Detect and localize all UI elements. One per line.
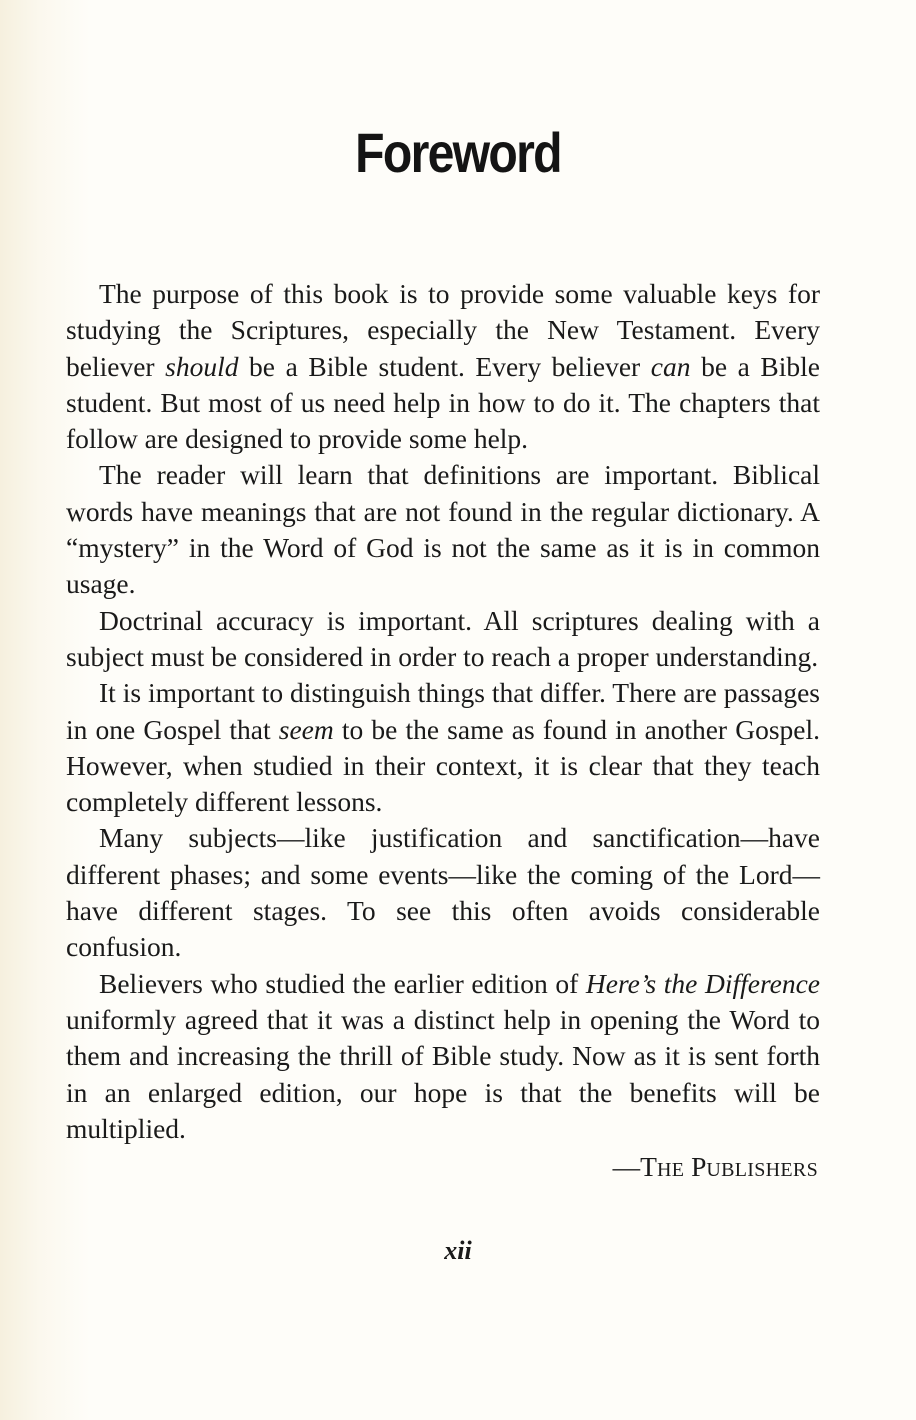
paragraph: [66, 603, 820, 676]
text-segment: The purpose of this book is to provide some valuable keys for studying the Scriptures, especially the New Testament. Every believer: [66, 278, 820, 382]
text-segment: to be the same as found in another Gospel. However, when studied in their context, it is clear that they teach completely different lessons.: [66, 713, 820, 818]
paragraph: [66, 675, 820, 820]
italic-text: Here’s the Difference: [585, 967, 820, 999]
page-title: Foreword: [355, 121, 561, 184]
italic-text: seem: [278, 713, 334, 745]
paragraph: [66, 457, 820, 602]
page-number: xii: [444, 1236, 472, 1265]
signature-name: [640, 1151, 818, 1182]
paragraph: [66, 966, 820, 1147]
signature-part: P: [684, 1151, 707, 1183]
paragraph-container: [66, 276, 820, 1147]
paragraph: [66, 276, 820, 457]
italic-text: should: [165, 350, 239, 382]
italic-text: can: [650, 350, 691, 382]
text-segment: Doctrinal accuracy is important. All scriptures dealing with a subject must be considered in order to reach a proper understanding.: [66, 604, 820, 672]
signature: [66, 1149, 820, 1188]
signature-part: UBLISHERS: [706, 1159, 818, 1182]
text-segment: The reader will learn that definitions are important. Biblical words have meanings that are not found in the regular dictionary. A “mystery” in the Word of God is not the same as it is in common usage.: [66, 459, 820, 600]
text-segment: be a Bible student. But most of us need help in how to do it. The chapters that follow are designed to provide some help.: [66, 350, 820, 455]
text-segment: Many subjects—like justification and sanctification—have different phases; and some events—like the coming of the Lord—have different stages. To see this often avoids considerable confusion.: [66, 822, 820, 963]
paragraph: [66, 820, 820, 965]
signature-part: HE: [656, 1159, 685, 1182]
text-segment: Believers who studied the earlier edition of: [99, 967, 586, 999]
signature-dash: —: [612, 1151, 641, 1183]
text-segment: uniformly agreed that it was a distinct help in opening the Word to them and increasing the thrill of Bible study. Now as it is sent forth in an enlarged edition, our hope is that the benefits will be multiplied.: [66, 1003, 820, 1144]
foreword-body: [66, 276, 820, 1188]
text-segment: It is important to distinguish things that differ. There are passages in one Gospel that: [66, 677, 820, 745]
text-segment: be a Bible student. Every believer: [238, 350, 651, 382]
signature-part: T: [640, 1151, 657, 1183]
